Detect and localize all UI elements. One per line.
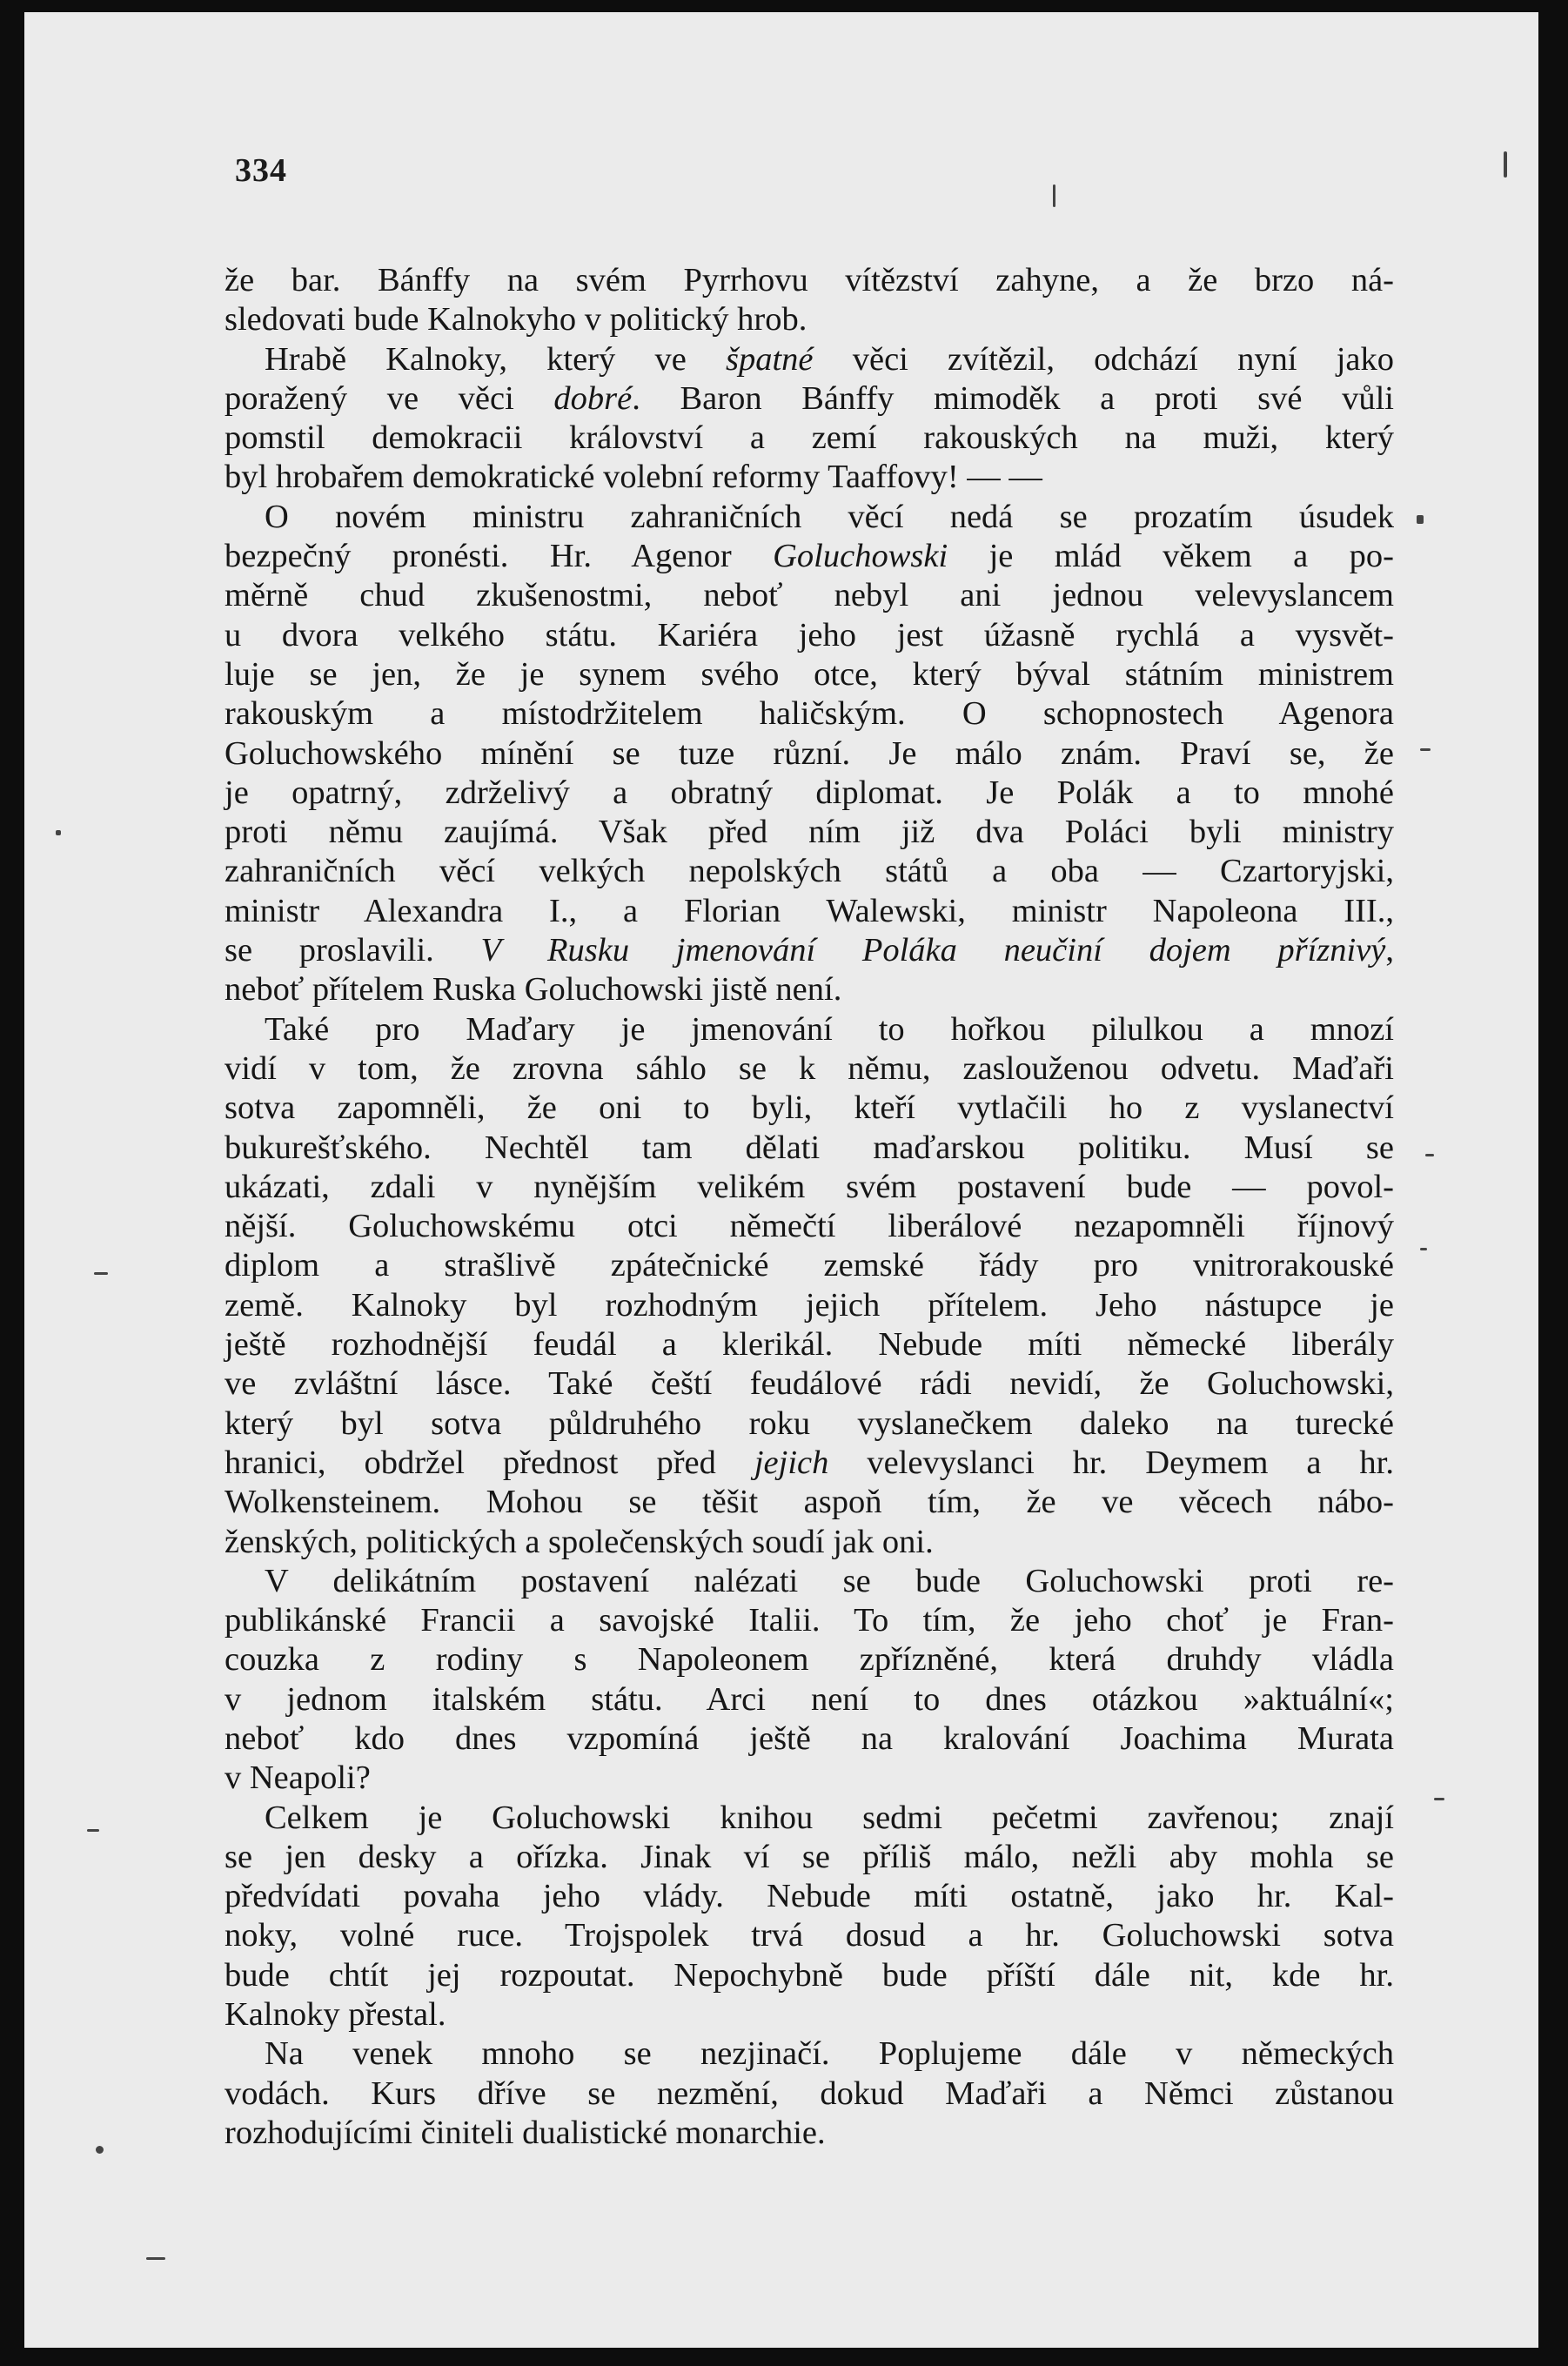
text-line bbox=[224, 261, 1394, 300]
text-line bbox=[224, 1325, 1394, 1364]
text-line bbox=[224, 537, 1394, 576]
text-segment: vodách. Kurs dříve se nezmění, dokud Maďaři a Němci zůstanou bbox=[224, 2074, 1394, 2112]
scan-speck bbox=[1434, 1798, 1444, 1800]
text-line bbox=[224, 813, 1394, 852]
scan-speck bbox=[1053, 184, 1055, 207]
scan-speck bbox=[1504, 151, 1507, 178]
text-line bbox=[224, 1129, 1394, 1168]
scan-speck bbox=[96, 2146, 104, 2154]
text-line bbox=[224, 1562, 1394, 1601]
text-segment: věci zvítězil, odchází nyní jako bbox=[813, 340, 1394, 378]
text-line bbox=[224, 1286, 1394, 1325]
text-line bbox=[224, 1207, 1394, 1246]
text-segment: neboť kdo dnes vzpomíná ještě na kralování Joachima Murata bbox=[224, 1719, 1394, 1757]
text-line bbox=[224, 1995, 1394, 2034]
text-segment: v Neapoli? bbox=[224, 1759, 371, 1797]
italic-text: V Rusku jmenování Poláka neučiní dojem příznivý bbox=[480, 932, 1386, 969]
text-segment: se proslavili. bbox=[224, 932, 481, 969]
text-segment: předvídati povaha jeho vlády. Nebude míti ostatně, jako hr. Kal- bbox=[224, 1878, 1394, 1915]
text-segment: hranici, obdržel přednost před bbox=[224, 1444, 754, 1481]
scan-speck bbox=[1425, 1154, 1434, 1156]
text-line bbox=[224, 1799, 1394, 1838]
text-segment: ženských, politických a společenských soudí jak oni. bbox=[224, 1523, 934, 1560]
italic-text: jejich bbox=[754, 1444, 829, 1481]
text-line bbox=[224, 2034, 1394, 2074]
text-line bbox=[224, 852, 1394, 891]
text-line bbox=[224, 1916, 1394, 1955]
text-line bbox=[224, 2114, 1394, 2153]
text-line bbox=[224, 379, 1394, 419]
scan-speck bbox=[1417, 515, 1424, 524]
scan-speck bbox=[87, 1829, 99, 1832]
text-line bbox=[224, 1049, 1394, 1089]
text-line bbox=[224, 1089, 1394, 1128]
text-line bbox=[224, 419, 1394, 458]
text-line bbox=[224, 498, 1394, 537]
text-segment: bude chtít jej rozpoutat. Nepochybně bude příští dále nit, kde hr. bbox=[224, 1956, 1394, 1994]
text-line bbox=[224, 1680, 1394, 1719]
text-segment: bezpečný pronésti. Hr. Agenor bbox=[224, 538, 774, 575]
text-line bbox=[224, 1838, 1394, 1877]
text-segment: V delikátním postavení nalézati se bude Goluchowski proti re- bbox=[265, 1562, 1394, 1599]
text-segment: Kalnoky přestal. bbox=[224, 1996, 446, 2034]
text-segment: je mlád věkem a po- bbox=[948, 538, 1394, 575]
text-line bbox=[224, 1246, 1394, 1285]
body-text bbox=[224, 261, 1394, 2153]
text-segment: ještě rozhodnější feudál a klerikál. Nebude míti německé liberály bbox=[224, 1326, 1394, 1364]
text-line bbox=[224, 970, 1394, 1009]
text-line bbox=[224, 458, 1394, 497]
scan-speck bbox=[146, 2257, 165, 2260]
text-segment: vidí v tom, že zrovna sáhlo se k němu, zaslouženou odvetu. Maďaři bbox=[224, 1049, 1394, 1087]
scan-speck bbox=[1420, 1248, 1427, 1250]
text-segment: Wolkensteinem. Mohou se těšit aspoň tím, že ve věcech nábo- bbox=[224, 1484, 1394, 1521]
text-segment: ministr Alexandra I., a Florian Walewski, ministr Napoleona III., bbox=[224, 892, 1394, 929]
scan-speck bbox=[1420, 748, 1431, 751]
text-segment: luje se jen, že je synem svého otce, který býval státním ministrem bbox=[224, 655, 1394, 693]
text-segment: nější. Goluchowskému otci němečtí liberálové nezapomněli říjnový bbox=[224, 1208, 1394, 1245]
text-segment: noky, volné ruce. Trojspolek trvá dosud a hr. Goluchowski sotva bbox=[224, 1917, 1394, 1954]
text-segment: Celkem je Goluchowski knihou sedmi pečetmi zavřenou; znají bbox=[265, 1799, 1394, 1836]
text-segment: publikánské Francii a savojské Italii. To tím, že jeho choť je Fran- bbox=[224, 1602, 1394, 1639]
text-line bbox=[224, 1759, 1394, 1798]
text-segment: měrně chud zkušenostmi, neboť nebyl ani jednou velevyslancem bbox=[224, 577, 1394, 614]
text-line bbox=[224, 774, 1394, 813]
text-segment: O novém ministru zahraničních věcí nedá se prozatím úsudek bbox=[265, 498, 1394, 535]
text-line bbox=[224, 1523, 1394, 1562]
text-segment: . Baron Bánffy mimoděk a proti své vůli bbox=[632, 379, 1394, 417]
text-line bbox=[224, 1640, 1394, 1679]
text-segment: u dvora velkého státu. Kariéra jeho jest úžasně rychlá a vysvět- bbox=[224, 616, 1394, 653]
text-line bbox=[224, 892, 1394, 931]
text-segment: že bar. Bánffy na svém Pyrrhovu vítězství zahyne, a že brzo ná- bbox=[224, 262, 1394, 298]
text-segment: rakouským a místodržitelem haličským. O schopnostech Agenora bbox=[224, 695, 1394, 733]
text-segment: rozhodujícími činiteli dualistické monarchie. bbox=[224, 2114, 826, 2151]
text-segment: neboť přítelem Ruska Goluchowski jistě není. bbox=[224, 971, 842, 1009]
book-page bbox=[24, 12, 1538, 2348]
text-line bbox=[224, 1010, 1394, 1049]
text-segment: Na venek mnoho se nezjinačí. Poplujeme dále v německých bbox=[265, 2035, 1394, 2073]
text-line bbox=[224, 1444, 1394, 1483]
text-line bbox=[224, 1404, 1394, 1444]
text-line bbox=[224, 1877, 1394, 1916]
text-segment: pomstil demokracii království a zemí rakouských na muži, který bbox=[224, 419, 1394, 457]
text-line bbox=[224, 694, 1394, 734]
text-segment: proti němu zaujímá. Však před ním již dva Poláci byli ministry bbox=[224, 814, 1394, 851]
text-segment: diplom a strašlivě zpátečnické zemské řády pro vnitrorakouské bbox=[224, 1247, 1394, 1284]
text-segment: země. Kalnoky byl rozhodným jejich přítelem. Jeho nástupce je bbox=[224, 1286, 1394, 1324]
text-line bbox=[224, 576, 1394, 615]
text-segment: velevyslanci hr. Deymem a hr. bbox=[828, 1444, 1394, 1481]
text-segment: zahraničních věcí velkých nepolských států a oba — Czartoryjski, bbox=[224, 853, 1394, 890]
text-segment: sledovati bude Kalnokyho v politický hrob. bbox=[224, 301, 807, 338]
text-line bbox=[224, 1364, 1394, 1404]
text-segment: se jen desky a ořízka. Jinak ví se příliš málo, nežli aby mohla se bbox=[224, 1838, 1394, 1875]
text-segment: byl hrobařem demokratické volební reformy Taaffovy! — — bbox=[224, 459, 1042, 496]
italic-text: špatné bbox=[726, 340, 814, 378]
text-segment: ukázati, zdali v nynějším velikém svém postavení bude — povol- bbox=[224, 1168, 1394, 1205]
text-segment: poražený ve věci bbox=[224, 379, 554, 417]
text-segment: Hrabě Kalnoky, který ve bbox=[265, 340, 726, 378]
text-line bbox=[224, 1601, 1394, 1640]
text-segment: Také pro Maďary je jmenování to hořkou pilulkou a mnozí bbox=[265, 1010, 1394, 1048]
text-line bbox=[224, 931, 1394, 970]
italic-text: dobré bbox=[553, 379, 633, 417]
text-segment: který byl sotva půldruhého roku vyslanečkem daleko na turecké bbox=[224, 1404, 1394, 1442]
text-segment: bukurešťského. Nechtěl tam dělati maďarskou politiku. Musí se bbox=[224, 1129, 1394, 1166]
scan-speck bbox=[56, 830, 61, 835]
text-line bbox=[224, 734, 1394, 774]
text-line bbox=[224, 2074, 1394, 2114]
italic-text: Goluchowski bbox=[773, 538, 948, 575]
text-line bbox=[224, 655, 1394, 694]
text-segment: couzka z rodiny s Napoleonem zpřízněné, která druhdy vládla bbox=[224, 1641, 1394, 1679]
text-line bbox=[224, 1956, 1394, 1995]
text-line bbox=[224, 616, 1394, 655]
text-line bbox=[224, 1483, 1394, 1522]
text-segment: je opatrný, zdrželivý a obratný diplomat. Je Polák a to mnohé bbox=[224, 774, 1394, 811]
text-line bbox=[224, 340, 1394, 379]
text-segment: , bbox=[1385, 932, 1395, 969]
text-line bbox=[224, 1168, 1394, 1207]
page-number: 334 bbox=[235, 152, 287, 189]
text-line bbox=[224, 300, 1394, 339]
scan-speck bbox=[94, 1272, 108, 1275]
text-line bbox=[224, 1719, 1394, 1759]
text-segment: sotva zapomněli, že oni to byli, kteří vytlačili ho z vyslanectví bbox=[224, 1089, 1394, 1127]
text-segment: ve zvláštní lásce. Také čeští feudálové rádi nevidí, že Goluchowski, bbox=[224, 1365, 1394, 1403]
text-segment: v jednom italském státu. Arci není to dnes otázkou »aktuální«; bbox=[224, 1680, 1394, 1718]
text-segment: Goluchowského mínění se tuze různí. Je málo znám. Praví se, že bbox=[224, 734, 1394, 772]
